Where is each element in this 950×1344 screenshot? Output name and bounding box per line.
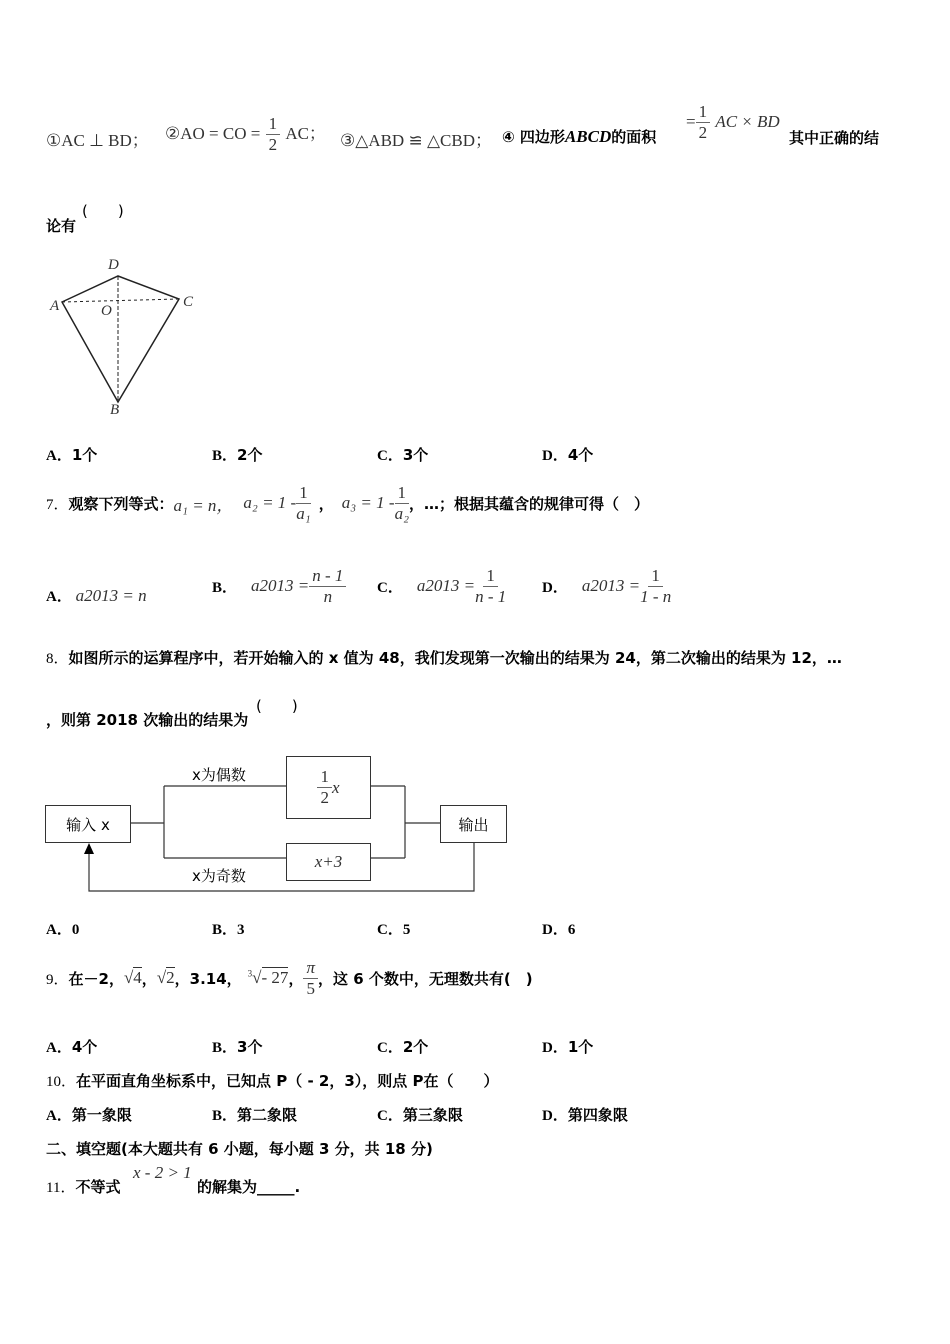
den: 1 - n [640, 586, 672, 606]
q8-stem-b [46, 709, 248, 730]
kite-shape [62, 276, 179, 402]
option-a[interactable] [46, 444, 97, 465]
q-number: 7． [46, 496, 69, 513]
option-b[interactable] [212, 918, 245, 939]
option-a[interactable] [46, 1036, 97, 1057]
letter: D． [542, 448, 568, 464]
s2-text-b: AC； [285, 124, 326, 143]
stem: 不等式 [75, 1178, 121, 1196]
flow-output-box [440, 805, 507, 843]
fraction [475, 566, 506, 607]
den: a₂ [394, 503, 409, 523]
text: 3 [237, 922, 245, 938]
q-number: 11． [46, 1180, 76, 1196]
option-c[interactable] [377, 918, 410, 939]
expr: a2013 = n [75, 586, 147, 605]
label-b: B [110, 402, 120, 418]
num: n - 1 [309, 566, 346, 587]
a3-fraction [395, 483, 410, 524]
q-number: 9． [46, 971, 69, 988]
answer-paren: ( ) [82, 202, 124, 220]
num: π [303, 958, 318, 979]
num: 1 [395, 483, 410, 504]
option-c[interactable] [377, 563, 506, 609]
q-number: 8． [46, 651, 69, 667]
s4-text: ④ 四边形 [502, 128, 565, 146]
option-a[interactable] [46, 585, 147, 606]
letter: B． [212, 448, 238, 464]
letter: A． [46, 922, 72, 938]
section-heading: 二、填空题(本大题共有 6 小题，每小题 3 分，共 18 分) [46, 1140, 433, 1158]
text: 1个 [567, 1038, 594, 1056]
label-o: O [101, 303, 112, 319]
s3-text: ③△ABD ≌ △CBD； [340, 131, 492, 150]
letter: C． [377, 922, 403, 938]
option-c[interactable] [377, 444, 428, 465]
q11-stem-b: 的解集为_____. [197, 1178, 301, 1196]
num: 1 [483, 566, 498, 587]
text: 4个 [567, 446, 594, 464]
letter: B． [212, 1040, 238, 1056]
flow-input-box [45, 805, 131, 843]
text: 第二象限 [237, 1106, 298, 1124]
s4-area: 的面积 [611, 128, 657, 146]
sqrt-4: √4 [123, 968, 142, 987]
a1: a₁ = n， [173, 495, 234, 515]
radicand: 2 [166, 968, 175, 987]
option-a[interactable] [46, 918, 79, 939]
flow-even-label: x为偶数 [192, 766, 246, 784]
flow-plus3-box [286, 843, 371, 881]
text: 2个 [402, 1038, 429, 1056]
text: x+3 [314, 852, 343, 871]
option-c[interactable] [377, 1104, 463, 1125]
expr: a2013 = [581, 576, 641, 595]
option-a[interactable] [46, 1104, 132, 1125]
den: 2 [268, 135, 278, 154]
option-b[interactable] [212, 563, 346, 609]
flow-odd-label: x为奇数 [192, 867, 246, 885]
sqrt-2: √2 [156, 968, 175, 987]
num: 1 [296, 483, 311, 504]
stem-b: ，则第 2018 次输出的结果为 [46, 711, 249, 729]
q10-stem [46, 1070, 499, 1091]
text: 输出 [458, 815, 489, 834]
pi-over-5 [303, 958, 318, 999]
letter: A． [46, 589, 72, 605]
num: 1 [266, 114, 281, 135]
letter: B． [212, 922, 238, 938]
letter: A． [46, 448, 72, 464]
letter: A． [46, 1040, 72, 1056]
stem: 观察下列等式： [68, 494, 174, 513]
letter: B． [212, 1108, 238, 1124]
expr: a2013 = [251, 576, 310, 595]
text: 4个 [71, 1038, 98, 1056]
q6-tail2: 论有 [46, 217, 77, 235]
a2-fraction [296, 483, 311, 524]
den: a₁ [296, 503, 311, 523]
letter: C． [377, 579, 403, 596]
stem: 如图所示的运算程序中，若开始输入的 x 值为 48，我们发现第一次输出的结果为 24，第二次输出的结果为 12，… [68, 649, 842, 667]
q9-stem: 9． 在－2， √4 ， √2 ，3.14， $^3$√- 27 ， $\frac{\pi}{5}$ ，这 6 个数中，无理数共有( ) [46, 957, 533, 998]
option-d[interactable] [542, 1036, 593, 1057]
letter: B． [212, 579, 238, 596]
letter: A． [46, 1108, 72, 1124]
a2: a₂ = 1 - [243, 493, 297, 512]
text: 第三象限 [402, 1106, 463, 1124]
option-d[interactable] [542, 563, 671, 609]
option-d[interactable] [542, 444, 593, 465]
num: 1 [317, 767, 332, 788]
num: 1 [648, 566, 663, 587]
letter: D． [542, 1108, 568, 1124]
label-d: D [108, 257, 119, 273]
expr: a2013 = [416, 576, 476, 595]
text: 0 [71, 922, 80, 938]
text: 第一象限 [71, 1106, 132, 1124]
ac-times-bd: AC × BD [715, 112, 780, 131]
stem-b: ，这 6 个数中，无理数共有( ) [317, 969, 533, 988]
text: 6 [567, 922, 576, 938]
den: n - 1 [475, 586, 507, 606]
den: 2 [698, 123, 708, 142]
value-314: ，3.14， [174, 969, 242, 988]
label-c: C [183, 294, 194, 310]
flow-half-box [286, 756, 371, 819]
text: 5 [402, 922, 411, 938]
den: 2 [320, 788, 329, 807]
letter: C． [377, 448, 403, 464]
stem: 在平面直角坐标系中，已知点 P（ - 2，3），则点 P在（ ） [76, 1072, 499, 1090]
fraction-half [317, 767, 332, 808]
text: 3个 [237, 1038, 263, 1056]
equals: = [686, 112, 696, 131]
fraction [309, 566, 346, 607]
diagonal-ac [62, 299, 179, 302]
q6-tail: 其中正确的结 [789, 129, 880, 147]
statement-1: ①AC ⊥ BD； [46, 131, 149, 150]
text: 输入 x [66, 815, 110, 834]
letter: C． [377, 1040, 403, 1056]
num: 1 [696, 102, 711, 123]
option-d[interactable] [542, 1104, 628, 1125]
den: 5 [306, 978, 315, 998]
q8-stem [46, 647, 842, 668]
arrow-up-icon [84, 843, 94, 854]
text: 1个 [71, 446, 98, 464]
q-number: 10． [46, 1074, 77, 1090]
s2-text: ②AO = CO = [165, 124, 261, 143]
answer-paren: ( ) [256, 697, 298, 715]
text: 3个 [402, 446, 429, 464]
stem: 在－2， [68, 969, 124, 988]
option-b[interactable] [212, 1104, 297, 1125]
q11-stem [46, 1176, 120, 1197]
inequality: x - 2 > 1 [133, 1163, 192, 1182]
cbrt-neg27: $^3$√- 27 [247, 968, 289, 987]
den: n [323, 586, 333, 606]
a3: a₃ = 1 - [341, 493, 395, 512]
stem-b: ，…；根据其蕴含的规律可得（ ） [409, 494, 650, 513]
letter: C． [377, 1108, 403, 1124]
letter: D． [542, 579, 568, 596]
option-d[interactable] [542, 918, 575, 939]
s4-abcd: ABCD [564, 127, 612, 146]
letter: D． [542, 922, 568, 938]
option-c[interactable] [377, 1036, 428, 1057]
label-a: A [50, 298, 60, 314]
option-b[interactable] [212, 444, 262, 465]
fraction [640, 566, 671, 607]
x: x [331, 777, 340, 797]
letter: D． [542, 1040, 568, 1056]
flowchart-lines [89, 786, 474, 891]
radicand: 4 [133, 968, 142, 987]
radicand: - 27 [261, 968, 289, 987]
q7-stem: 7． 观察下列等式： a₁ = n， a₂ = 1 - $\frac{1}{\text{a₁}}$ ， a₃ = 1 - $\frac{1}{\text{a₂}}$ ，…；根据其蕴含的规律可得（ ） [46, 482, 650, 523]
option-b[interactable] [212, 1036, 262, 1057]
text: 2个 [237, 446, 263, 464]
text: 第四象限 [567, 1106, 628, 1124]
